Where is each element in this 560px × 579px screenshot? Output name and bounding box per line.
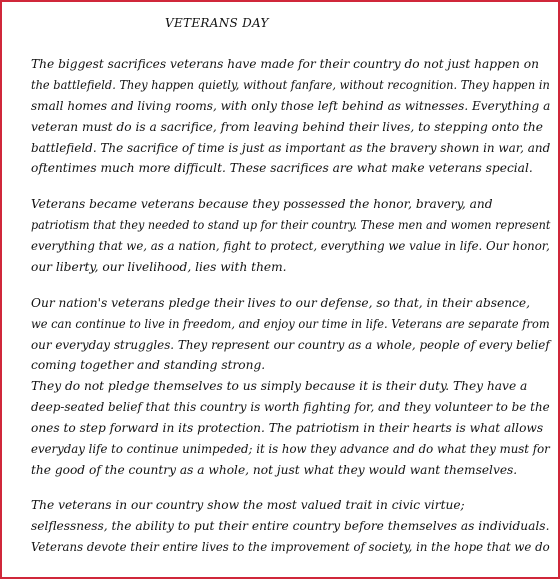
paragraph-3-line-3: our everyday struggles. They represent our country as a whole, people of every belief (31, 338, 550, 352)
paragraph-2-line-1: Veterans became veterans because they possessed the honor, bravery, and (31, 197, 493, 211)
paragraph-3-line-2: we can continue to live in freedom, and enjoy our time in life. Veterans are separate from (31, 317, 550, 331)
paragraph-4-line-2: deep-seated belief that this country is worth fighting for, and they volunteer to be the (31, 400, 550, 414)
paragraph-5-line-1: The veterans in our country show the most valued trait in civic virtue; (31, 498, 465, 512)
paragraph-3-line-1: Our nation's veterans pledge their lives to our defense, so that, in their absence, (31, 296, 530, 310)
paragraph-1-line-2: the battlefield. They happen quietly, without fanfare, without recognition. They happen in (31, 78, 550, 92)
paragraph-5-line-3: Veterans devote their entire lives to the improvement of society, in the hope that we do (31, 540, 550, 554)
paragraph-2-line-4: our liberty, our livelihood, lies with them. (31, 260, 287, 274)
paragraph-1-line-4: veteran must do is a sacrifice, from leaving behind their lives, to stepping onto the (31, 120, 543, 134)
paragraph-2-line-3: everything that we, as a nation, fight to protect, everything we value in life. Our honor, (31, 239, 550, 253)
paragraph-1-line-3: small homes and living rooms, with only those left behind as witnesses. Everything a (31, 99, 551, 113)
paragraph-3-line-4: coming together and standing strong. (31, 358, 266, 372)
document-title: VETERANS DAY (165, 16, 269, 30)
paragraph-1-line-5: battlefield. The sacrifice of time is just as important as the bravery shown in war, and (31, 141, 551, 155)
paragraph-4-line-4: everyday life to continue unimpeded; it is how they advance and do what they must for (31, 442, 550, 456)
paragraph-4-line-3: ones to step forward in its protection. The patriotism in their hearts is what allows (31, 421, 544, 435)
paragraph-1-line-1: The biggest sacrifices veterans have made for their country do not just happen on (31, 57, 539, 71)
paragraph-2-line-2: patriotism that they needed to stand up for their country. These men and women represent (31, 218, 551, 232)
paragraph-5-line-2: selflessness, the ability to put their entire country before themselves as individuals. (31, 519, 550, 533)
paragraph-1-line-6: oftentimes much more difficult. These sacrifices are what make veterans special. (31, 161, 533, 175)
paragraph-4-line-1: They do not pledge themselves to us simply because it is their duty. They have a (31, 379, 528, 393)
paragraph-4-line-5: the good of the country as a whole, not just what they would want themselves. (31, 463, 518, 477)
